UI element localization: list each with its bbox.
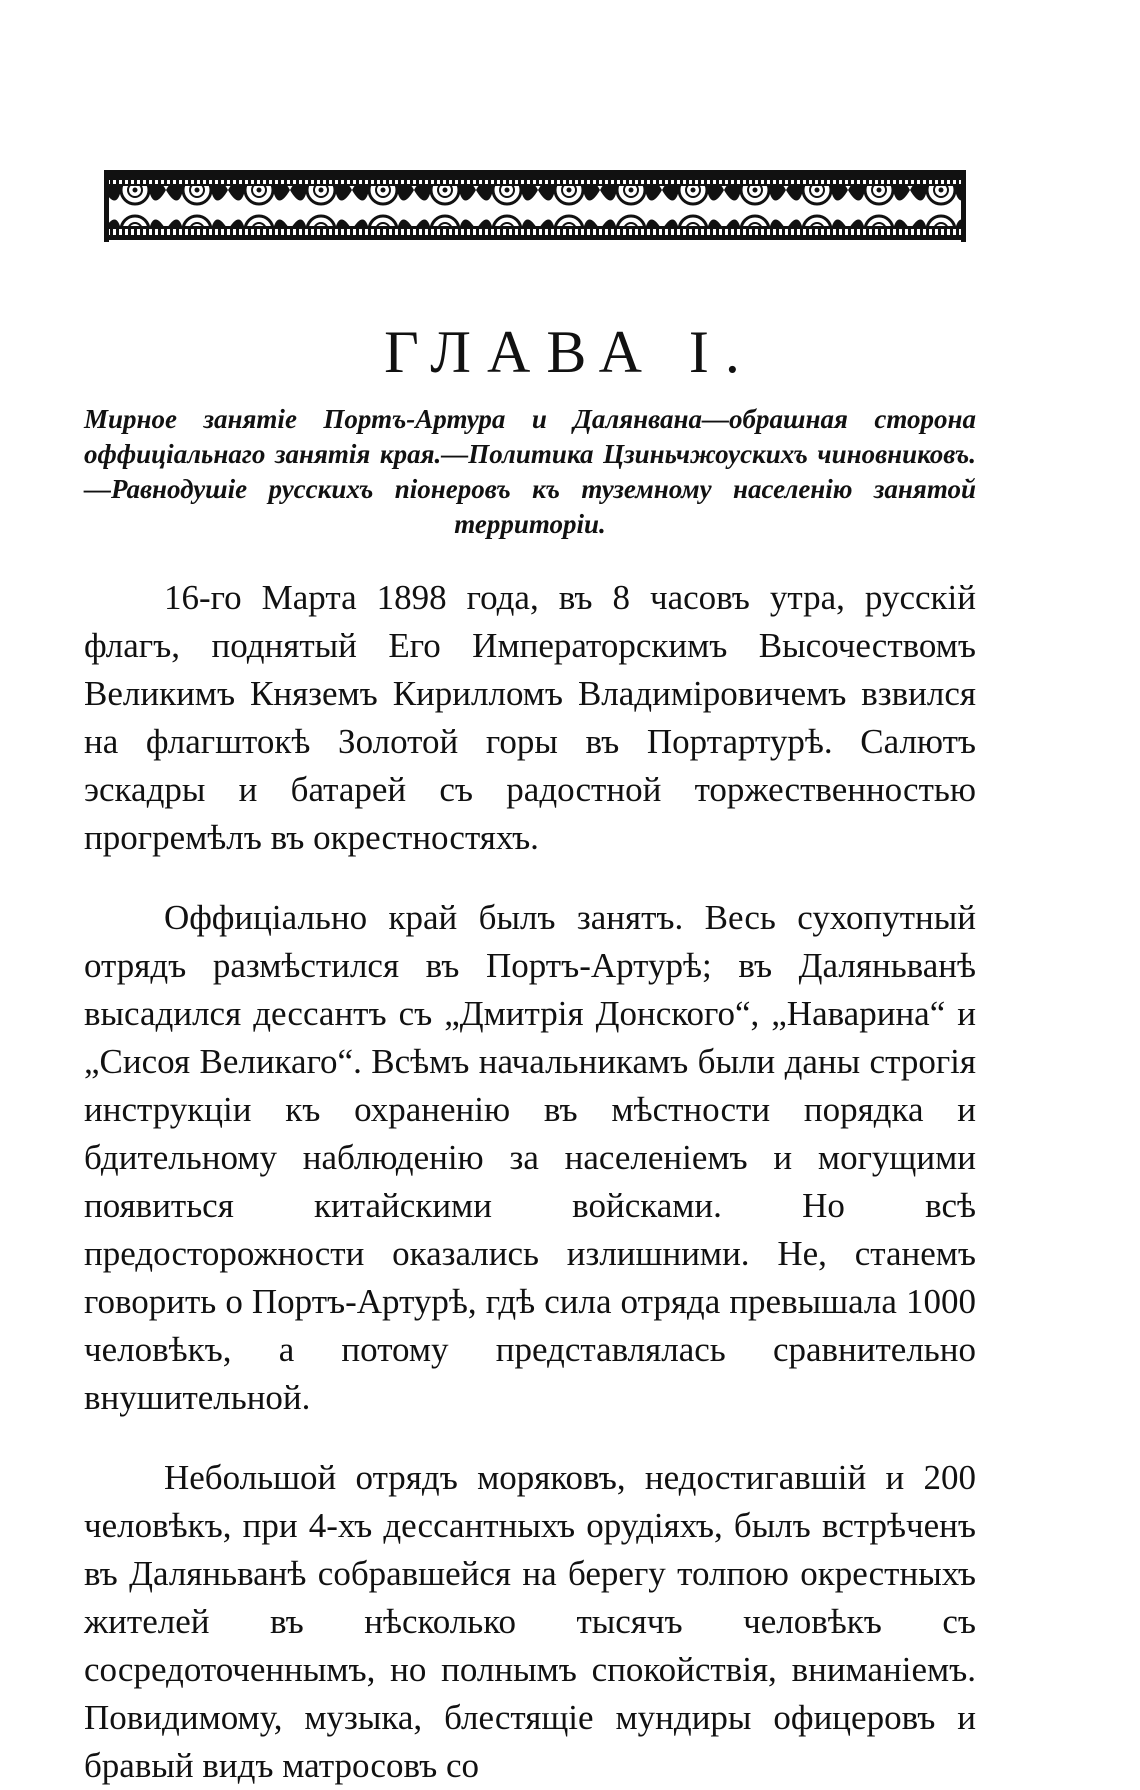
paragraph: 16-го Марта 1898 года, въ 8 часовъ утра, русскій флагъ, поднятый Его Императорскимъ Высочествомъ Великимъ Княземъ Кирилломъ Владиміровичемъ взвился на флагштокѣ Золотой горы въ Портартурѣ. Салютъ эскадры и батарей съ радостной торжественностью прогремѣлъ въ окрестностяхъ. (84, 578, 976, 857)
chapter-summary: Мирное занятіе Портъ-Артура и Далянвана—обрашная сторона оффиціальнаго занятія края.—Политика Цзиньчжоускихъ чиновниковъ.—Равнодушіе русскихъ піонеровъ къ туземному населенію занятой территоріи. (84, 404, 976, 539)
chapter-title: ГЛАВА I. (384, 319, 756, 385)
paragraph: Небольшой отрядъ моряковъ, недостигавшій и 200 человѣкъ, при 4-хъ дессантныхъ орудіяхъ, былъ встрѣченъ въ Даляньванѣ собравшейся на берегу толпою окрестныхъ жителей въ нѣсколько тысячъ человѣкъ съ сосредоточеннымъ, но полнымъ спокойствія, вниманіемъ. Повидимому, музыка, блестящіе мундиры офицеровъ и бравый видъ матросовъ со (84, 1458, 976, 1785)
paragraph: Оффиціально край былъ занятъ. Весь сухопутный отрядъ размѣстился въ Портъ-Артурѣ; въ Даляньванѣ высадился дессантъ съ „Дмитрія Донского“, „Наварина“ и „Сисоя Великаго“. Всѣмъ начальникамъ были даны строгія инструкціи къ охраненію въ мѣстности порядка и бдительному наблюденію за населеніемъ и могущими появиться китайскими войсками. Но всѣ предосторожности оказались излишними. Не, станемъ говорить о Портъ-Артурѣ, гдѣ сила отряда превышала 1000 человѣкъ, а потому представлялась сравнительно внушительной. (84, 898, 976, 1417)
ornamental-headband (104, 170, 966, 242)
body-text (84, 574, 976, 1790)
